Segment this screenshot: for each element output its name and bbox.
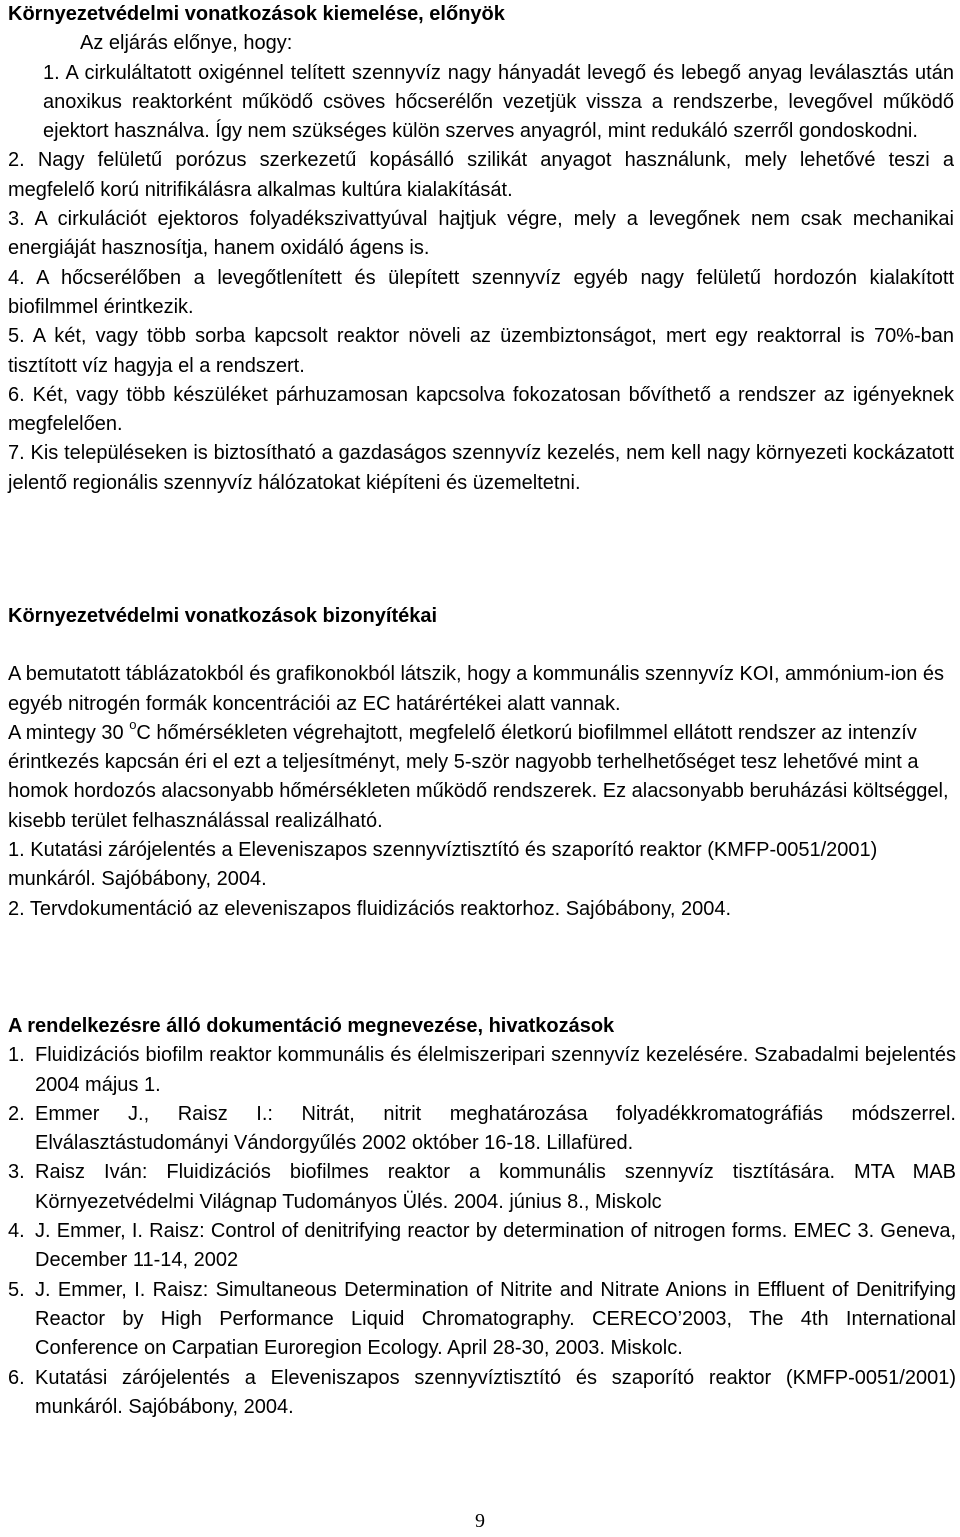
- degree-superscript: o: [129, 717, 137, 733]
- advantage-item-6: [8, 381, 954, 440]
- reference-number: 1.: [8, 1044, 25, 1067]
- item-number: 1.: [43, 61, 60, 84]
- documentation-heading: A rendelkezésre álló dokumentáció megnevezése, hivatkozások: [8, 1015, 615, 1037]
- reference-text: Emmer J., Raisz I.: Nitrát, nitrit meghatározása folyadékkromatográfiás módszerrel. Elválasztástudományi Vándorgyűlés 2002 október 16-18. Lillafüred.: [35, 1102, 956, 1155]
- reference-text: J. Emmer, I. Raisz: Control of denitrifying reactor by determination of nitrogen forms. EMEC 3. Geneva, December 11-14, 2002: [35, 1220, 956, 1272]
- evidence-paragraph-1: A bemutatott táblázatokból és grafikonokból látszik, hogy a kommunális szennyvíz KOI, ammónium-ion és egyéb nitrogén formák koncentrációi az EC határértékei alatt vannak.: [8, 663, 945, 715]
- item-text: A hőcserélőben a levegőtlenített és ülepített szennyvíz egyéb nagy felületű hordozón kialakított biofilmmel érintkezik.: [8, 266, 955, 318]
- advantage-item-4: [8, 264, 954, 323]
- reference-text: Fluidizációs biofilm reaktor kommunális és élelmiszeripari szennyvíz kezelésére. Szabadalmi bejelentés 2004 május 1.: [35, 1044, 956, 1096]
- reference-item-4: [8, 1217, 956, 1276]
- reference-text: Raisz Iván: Fluidizációs biofilmes reaktor a kommunális szennyvíz tisztítására. MTA MAB Környezetvédelmi Világnap Tudományos Ülés. 2004. június 8., Miskolc: [35, 1161, 956, 1213]
- reference-text: Kutatási zárójelentés a Eleveniszapos szennyvíztisztító és szaporító reaktor (KMFP-0051/2001) munkáról. Sajóbábony, 2004.: [35, 1366, 956, 1418]
- evidence-reference-2: 2. Tervdokumentáció az eleveniszapos fluidizációs reaktorhoz. Sajóbábony, 2004.: [8, 897, 732, 920]
- advantage-item-2: [8, 146, 954, 205]
- reference-item-3: [8, 1158, 956, 1217]
- evidence-reference-1: 1. Kutatási zárójelentés a Eleveniszapos szennyvíztisztító és szaporító reaktor (KMFP-0051/2001) munkáról. Sajóbábony, 2004.: [8, 839, 878, 891]
- advantages-heading: Környezetvédelmi vonatkozások kiemelése, előnyök: [8, 3, 505, 25]
- paragraph-text: C hőmérsékleten végrehajtott, megfelelő életkorú biofilmmel ellátott rendszer az intenzív érintkezés kapcsán éri el ezt a teljesítményt, mely 5-ször nagyobb terhelhetőséget tesz lehetővé mint a homok hordozós alacsonyabb hőmérsékleten működő rendszerek. Ez alacsonyabb beruházási költséggel, kisebb terület felhasználással realizálható.: [8, 721, 949, 832]
- advantages-section: [8, 0, 954, 498]
- reference-item-6: [8, 1364, 956, 1423]
- reference-item-5: [8, 1276, 956, 1364]
- reference-number: 6.: [8, 1366, 25, 1389]
- page-number: 9: [475, 1510, 485, 1532]
- advantage-item-3: [8, 205, 954, 264]
- paragraph-text: A mintegy 30: [8, 721, 130, 744]
- item-number: 6.: [8, 383, 25, 406]
- reference-text: J. Emmer, I. Raisz: Simultaneous Determination of Nitrite and Nitrate Anions in Effluent of Denitrifying Reactor by High Performance Liquid Chromatography. CERECO’2003, The 4th International Conference on Carpatian Euroregion Ecology. April 28-30, 2003. Miskolc.: [35, 1278, 956, 1360]
- reference-item-2: [8, 1100, 956, 1159]
- item-number: 5.: [8, 325, 25, 348]
- item-number: 4.: [8, 266, 25, 289]
- evidence-section: [8, 602, 956, 924]
- item-text: Kis településeken is biztosítható a gazdaságos szennyvíz kezelés, nem kell nagy környezeti kockázatott jelentő regionális szennyvíz hálózatokat kiépíteni és üzemeltetni.: [8, 442, 954, 494]
- reference-number: 3.: [8, 1161, 25, 1184]
- item-number: 7.: [8, 442, 25, 465]
- advantage-item-5: [8, 322, 954, 381]
- evidence-heading: Környezetvédelmi vonatkozások bizonyítékai: [8, 605, 438, 627]
- advantage-item-1: [43, 59, 954, 147]
- item-text: A cirkulációt ejektoros folyadékszivattyúval hajtjuk végre, mely a levegőnek nem csak mechanikai energiáját hasznosítja, hanem oxidáló ágens is.: [8, 208, 954, 260]
- item-text: A cirkuláltatott oxigénnel telített szennyvíz nagy hányadát levegő és lebegő anyag leválasztás után anoxikus reaktorként működő csöves hőcserélőn vezetjük vissza a rendszerbe, levegővel működő ejektort használva. Így nem szükséges külön szerves anyagról, mint redukáló szerről gondoskodni.: [43, 61, 954, 143]
- item-number: 3.: [8, 208, 25, 231]
- reference-number: 2.: [8, 1102, 25, 1125]
- item-number: 2.: [8, 149, 25, 172]
- documentation-section: [8, 1012, 956, 1422]
- reference-number: 5.: [8, 1278, 25, 1301]
- reference-item-1: [8, 1041, 956, 1100]
- item-text: Két, vagy több készüléket párhuzamosan kapcsolva fokozatosan bővíthető a rendszer az igényeknek megfelelően.: [8, 383, 955, 436]
- evidence-paragraph-2: [8, 719, 956, 836]
- advantage-item-7: [8, 439, 954, 498]
- reference-number: 4.: [8, 1220, 25, 1243]
- advantages-intro: Az eljárás előnye, hogy:: [80, 32, 293, 55]
- item-text: A két, vagy több sorba kapcsolt reaktor növeli az üzembiztonságot, mert egy reaktorral is 70%-ban tisztított víz hagyja el a rendszert.: [8, 325, 954, 377]
- item-text: Nagy felületű porózus szerkezetű kopásálló szilikát anyagot használunk, mely lehetővé teszi a megfelelő korú nitrifikálásra alkalmas kultúra kialakítását.: [8, 149, 954, 201]
